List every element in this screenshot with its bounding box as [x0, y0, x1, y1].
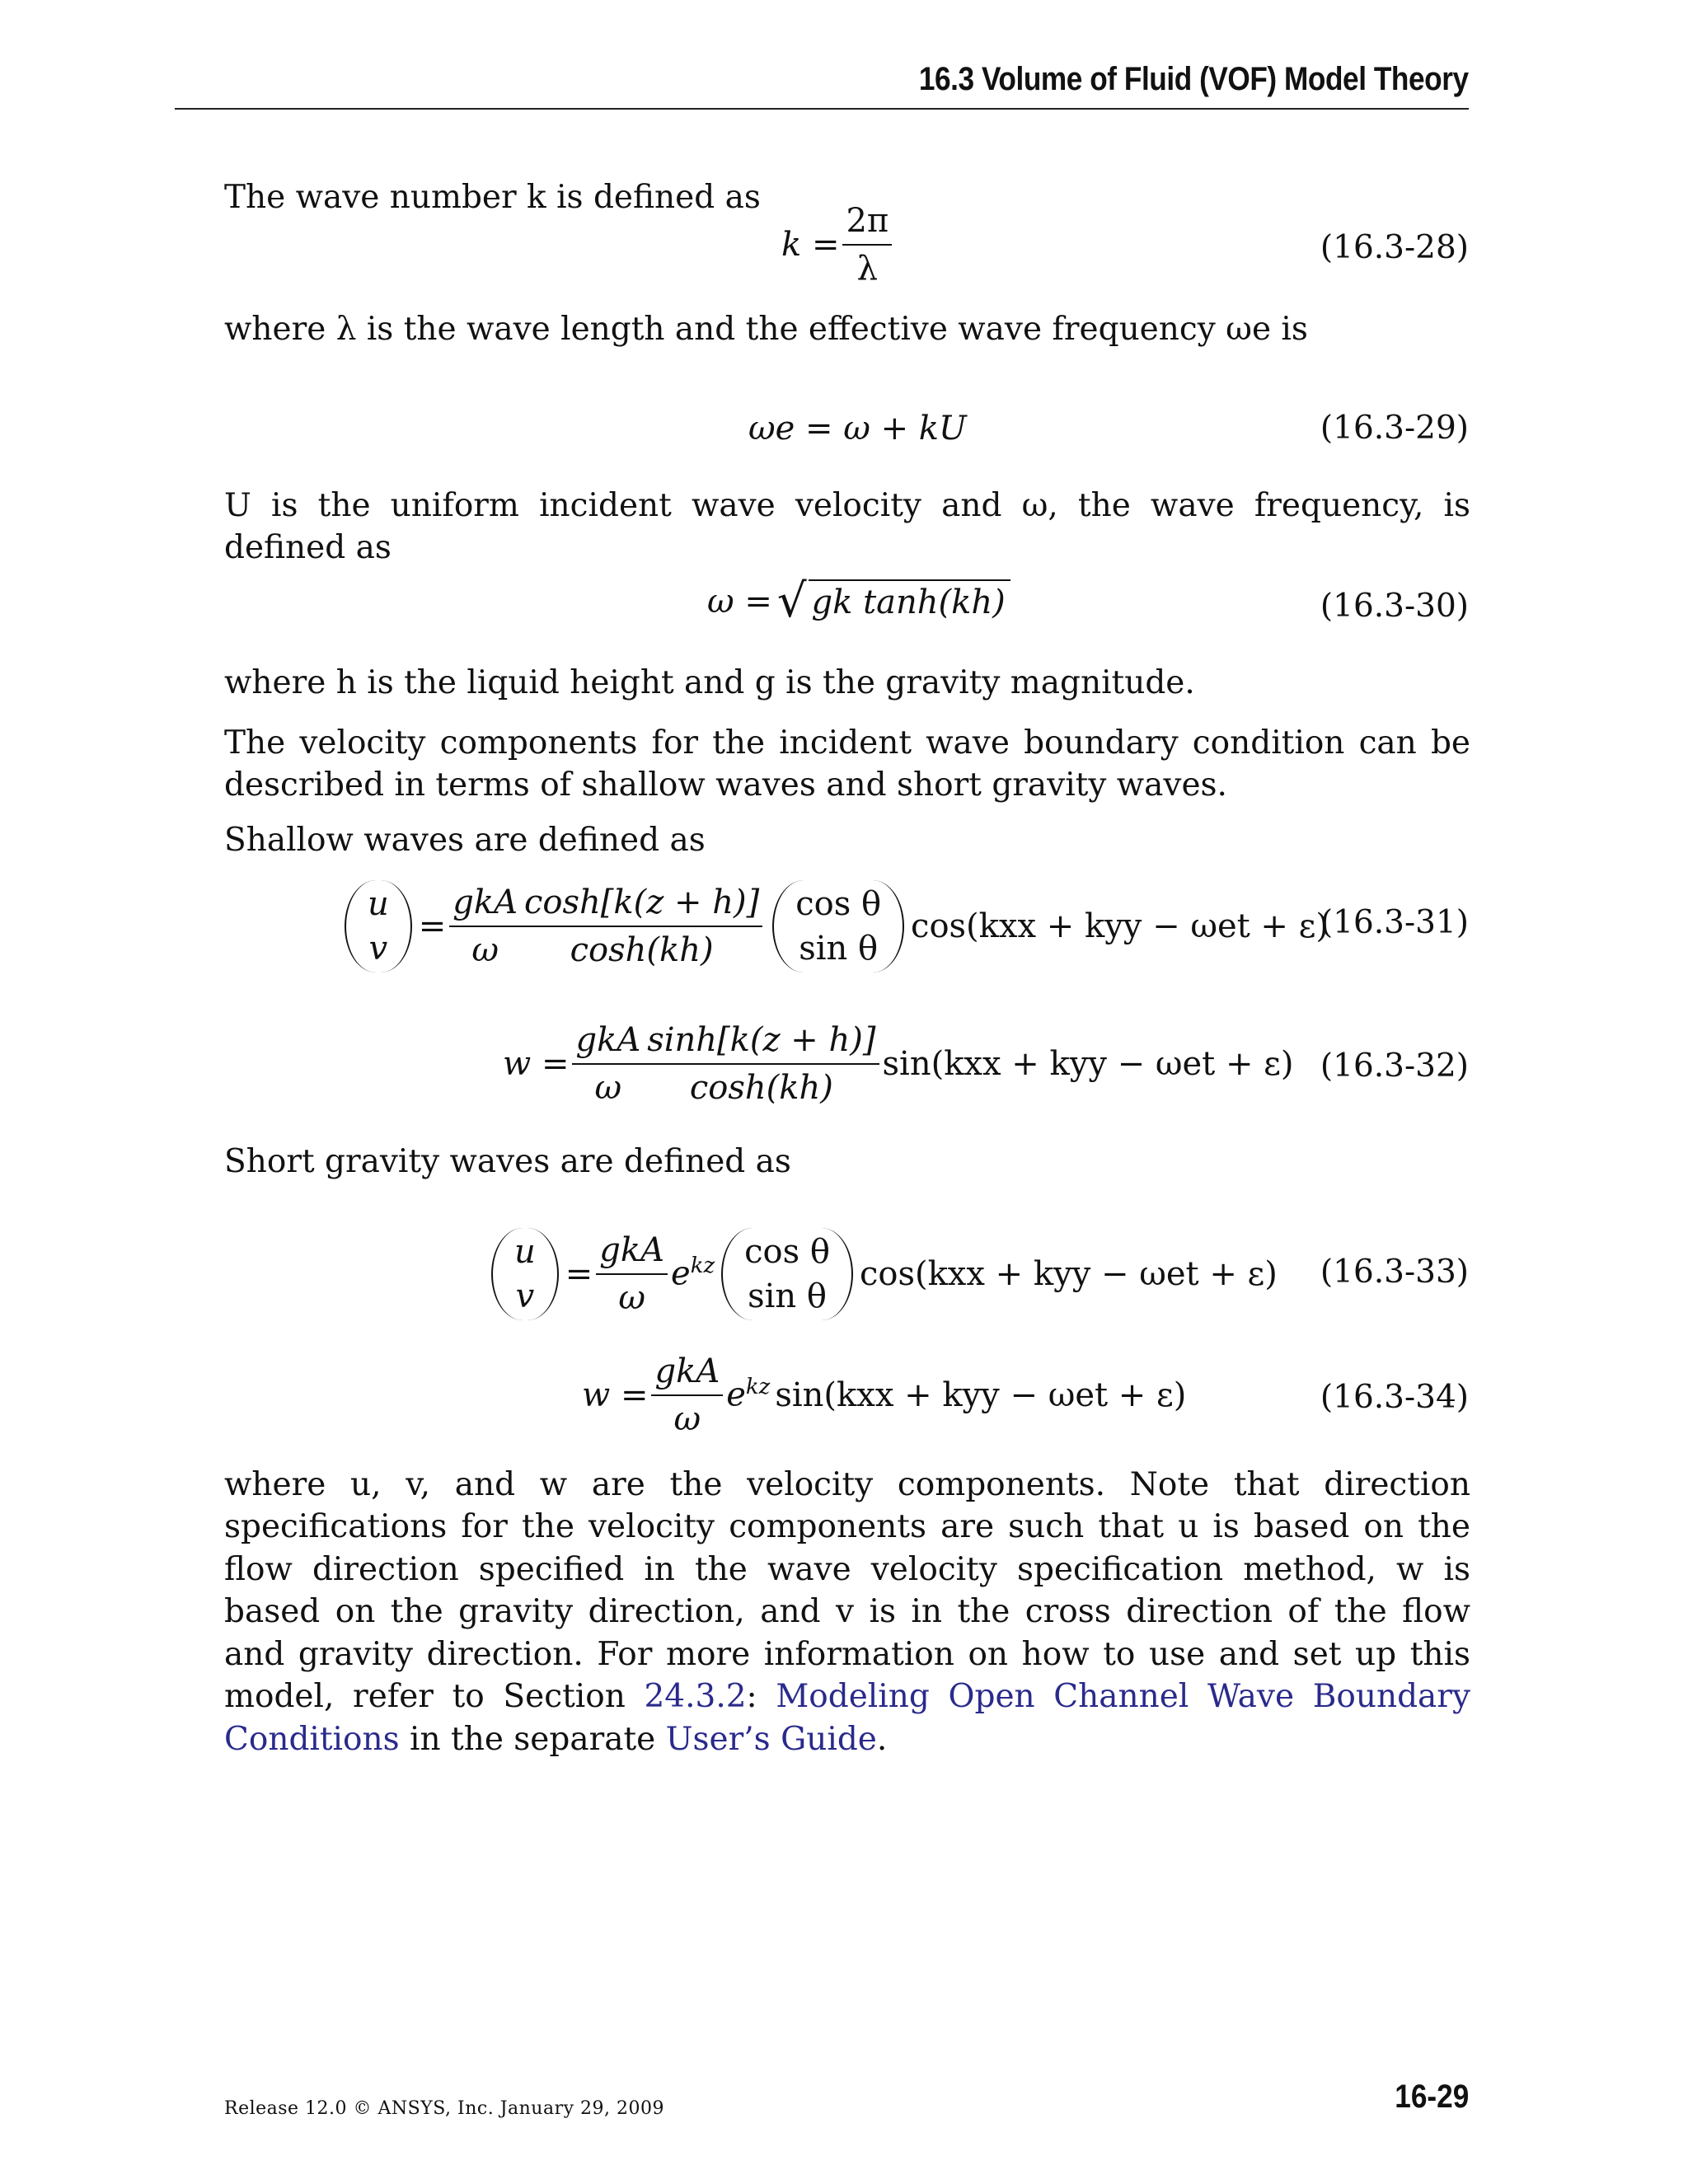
equation-16-3-29: ωe = ω + kU: [748, 410, 967, 448]
p8-colon: :: [746, 1678, 776, 1716]
eq33-vec-bottom: v: [515, 1277, 535, 1315]
equation-number-31: (16.3-31): [1320, 904, 1469, 941]
eq31-dir-bottom: sin θ: [799, 930, 879, 968]
section-link-24-3-2[interactable]: 24.3.2: [644, 1678, 747, 1716]
equation-16-3-28: [781, 203, 895, 287]
eq31-dir-top: cos θ: [795, 885, 882, 923]
equals-sign: =: [565, 1254, 593, 1293]
eq28-denominator: λ: [856, 250, 879, 288]
p8-text-2: in the separate: [399, 1720, 666, 1758]
equation-number-30: (16.3-30): [1320, 588, 1469, 625]
eq33-direction-vector: [721, 1228, 853, 1320]
eq31-vec-top: u: [368, 885, 389, 923]
eq31-frac1-num: gkA: [449, 884, 521, 927]
eq34-fraction-gka: [651, 1353, 723, 1437]
eq31-fraction-gka: [449, 884, 521, 968]
eq31-fraction-cosh: [521, 884, 762, 968]
link-users-guide[interactable]: User’s Guide: [665, 1720, 877, 1758]
paragraph-shallow-waves: Shallow waves are defined as: [224, 822, 706, 859]
equation-16-3-30: [707, 574, 1010, 628]
link-modeling-open-channel[interactable]: Modeling Open Channel Wave Boundary Conditions: [224, 1678, 1470, 1758]
equation-16-3-34: [582, 1353, 1186, 1437]
p8-end: .: [876, 1720, 888, 1758]
eq33-exp-power: kz: [690, 1254, 715, 1279]
equation-number-33: (16.3-33): [1320, 1254, 1469, 1291]
equation-number-29: (16.3-29): [1320, 410, 1469, 447]
equation-16-3-33: [485, 1228, 1278, 1320]
paragraph-short-gravity-waves: Short gravity waves are defined as: [224, 1143, 791, 1180]
eq33-fraction-gka: [596, 1232, 668, 1316]
eq33-tail: cos(kxx + kyy − ωet + ε): [859, 1254, 1278, 1293]
equation-number-32: (16.3-32): [1320, 1047, 1469, 1085]
paragraph-uniform-velocity: U is the uniform incident wave velocity and ω, the wave frequency, is defined as: [224, 487, 1470, 567]
eq34-tail: sin(kxx + kyy − ωet + ε): [775, 1376, 1187, 1414]
paragraph-liquid-height: where h is the liquid height and g is the gravity magnitude.: [224, 664, 1195, 701]
eq33-dir-bottom: sin θ: [748, 1277, 827, 1315]
eq28-lhs: k =: [781, 225, 840, 264]
paragraph-wave-number-intro: The wave number k is defined as: [224, 179, 761, 216]
eq31-frac2-num: cosh[k(z + h)]: [521, 884, 762, 927]
eq31-frac1-den: ω: [471, 931, 499, 969]
section-header-title: 16.3 Volume of Fluid (VOF) Model Theory: [919, 61, 1469, 97]
paragraph-velocity-components: The velocity components for the incident wave boundary condition can be described in terms of shallow waves and short gravity waves.: [224, 724, 1470, 804]
sqrt-icon: √: [776, 574, 807, 628]
eq32-tail: sin(kxx + kyy − ωet + ε): [882, 1044, 1294, 1083]
eq34-frac-den: ω: [673, 1400, 701, 1438]
eq33-exp-base: e: [671, 1254, 691, 1293]
eq31-velocity-vector: [345, 880, 412, 972]
eq33-vec-top: u: [514, 1233, 536, 1271]
eq33-frac-num: gkA: [596, 1232, 668, 1275]
eq32-fraction-gka: [572, 1022, 644, 1106]
paragraph-velocity-direction-note: [224, 1464, 1470, 1760]
eq34-exp-base: e: [726, 1376, 746, 1414]
eq32-frac1-num: gkA: [572, 1022, 644, 1065]
equals-sign: =: [418, 907, 447, 945]
equation-16-3-31: [338, 880, 1329, 972]
equation-number-28: (16.3-28): [1320, 229, 1469, 266]
eq31-vec-bottom: v: [368, 930, 388, 968]
eq32-frac2-num: sinh[k(z + h)]: [644, 1022, 879, 1065]
eq28-fraction: [842, 203, 892, 287]
eq32-lhs: w =: [503, 1044, 570, 1083]
eq31-frac2-den: cosh(kh): [570, 931, 714, 969]
eq30-lhs: ω =: [707, 582, 772, 621]
eq34-lhs: w =: [582, 1376, 649, 1414]
eq34-exp-power: kz: [745, 1375, 771, 1400]
equation-16-3-32: [503, 1022, 1294, 1106]
eq30-radicand: gk tanh(kh): [809, 579, 1010, 625]
eq34-exponential: [726, 1373, 770, 1417]
eq33-exponential: [671, 1252, 715, 1296]
eq31-direction-vector: [772, 880, 904, 972]
eq32-frac2-den: cosh(kh): [689, 1069, 833, 1107]
eq28-numerator: 2π: [842, 203, 892, 246]
paragraph-wave-length: where λ is the wave length and the effective wave frequency ωe is: [224, 311, 1308, 348]
footer-page-number: 16-29: [1394, 2079, 1469, 2115]
header-rule: [175, 108, 1469, 110]
eq33-dir-top: cos θ: [744, 1233, 830, 1271]
eq31-tail: cos(kxx + kyy − ωet + ε): [911, 907, 1329, 945]
eq33-velocity-vector: [491, 1228, 559, 1320]
footer-release-info: Release 12.0 © ANSYS, Inc. January 29, 2009: [224, 2098, 664, 2119]
p8-text-1: where u, v, and w are the velocity components. Note that direction specifications for the velocity components are such that u is based on the flow direction specified in the wave velocity specification method, w is based on the gravity direction, and v is in the cross direction of the flow and gravity direction. For more information on how to use and set up this model, refer to Section: [224, 1466, 1470, 1716]
equation-number-34: (16.3-34): [1320, 1379, 1469, 1416]
eq34-frac-num: gkA: [651, 1353, 723, 1396]
eq32-fraction-sinh: [644, 1022, 879, 1106]
eq32-frac1-den: ω: [594, 1069, 622, 1107]
eq33-frac-den: ω: [618, 1279, 645, 1317]
